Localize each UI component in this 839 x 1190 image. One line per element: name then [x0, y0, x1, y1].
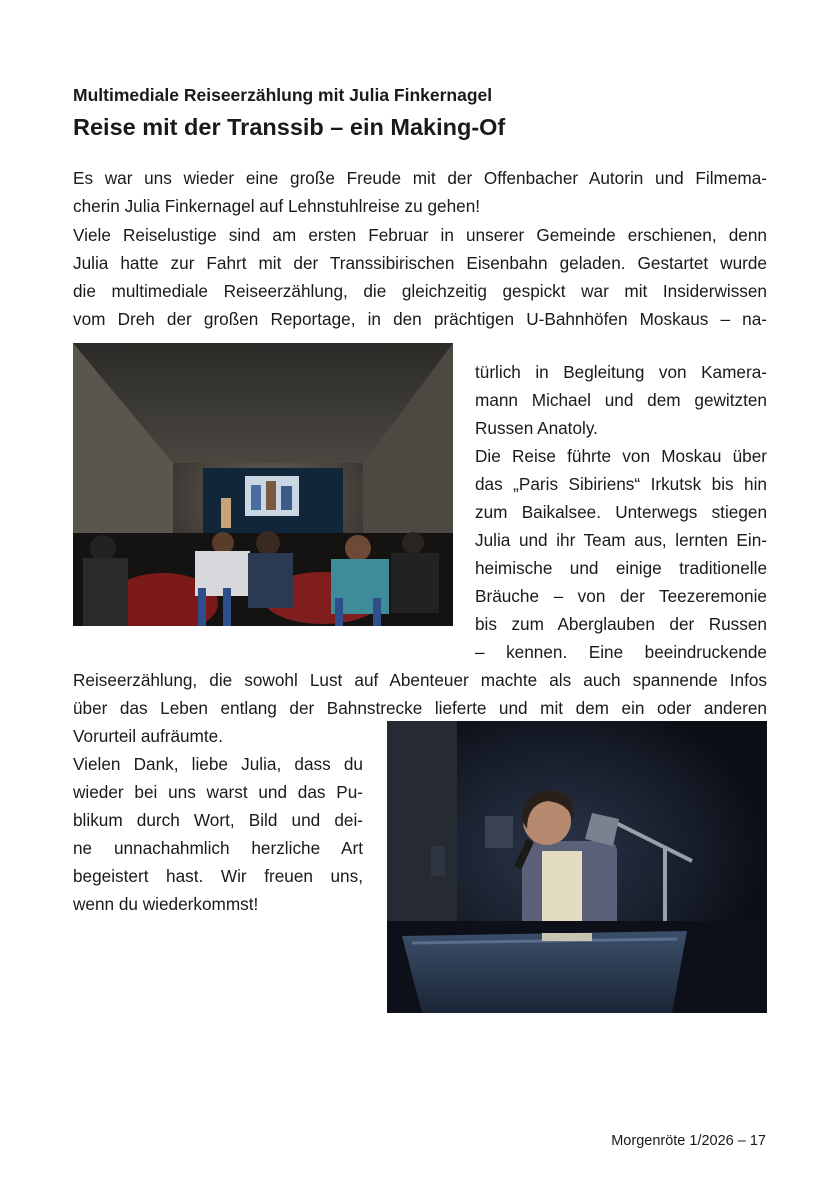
body-line: begeistert hast. Wir freuen uns, — [73, 866, 363, 886]
body-line: das „Paris Sibiriens“ Irkutsk bis hin — [475, 474, 767, 494]
body-line: Julia und ihr Team aus, lernten Ein- — [475, 530, 767, 550]
body-line: Julia hatte zur Fahrt mit der Transsibirischen Eisenbahn geladen. Gestartet wurde — [73, 253, 767, 273]
body-line: Viele Reiselustige sind am ersten Februar in unserer Gemeinde erschienen, denn — [73, 225, 767, 245]
body-line: cherin Julia Finkernagel auf Lehnstuhlreise zu gehen! — [73, 196, 481, 216]
body-line: blikum durch Wort, Bild und dei- — [73, 810, 363, 830]
body-line: zum Baikalsee. Unterwegs stiegen — [475, 502, 767, 522]
body-line: Es war uns wieder eine große Freude mit der Offenbacher Autorin und Filmema- — [73, 168, 767, 188]
article-headline: Reise mit der Transsib – ein Making-Of — [73, 114, 506, 140]
body-line: wieder bei uns warst und das Pu- — [73, 782, 363, 802]
body-line: bis zum Aberglauben der Russen — [475, 614, 767, 634]
body-line: ne unnachahmlich herzliche Art — [73, 838, 363, 858]
body-line: – kennen. Eine beeindruckende — [475, 642, 767, 662]
page-footer: Morgenröte 1/2026 – 17 — [611, 1133, 766, 1149]
body-line: türlich in Begleitung von Kamera- — [475, 362, 767, 382]
body-line: heimische und einige traditionelle — [475, 558, 767, 578]
body-line: die multimediale Reiseerzählung, die gleichzeitig gespickt war mit Insiderwissen — [73, 281, 767, 301]
body-line: Reiseerzählung, die sowohl Lust auf Abenteuer machte als auch spannende Infos — [73, 670, 767, 690]
body-line: Russen Anatoly. — [475, 418, 598, 438]
body-line: Bräuche – von der Teezeremonie — [475, 586, 767, 606]
speaker-photo — [387, 721, 767, 1013]
body-line: mann Michael und dem gewitzten — [475, 390, 767, 410]
body-line: über das Leben entlang der Bahnstrecke lieferte und mit dem ein oder anderen — [73, 698, 767, 718]
body-line: wenn du wiederkommst! — [73, 894, 259, 914]
body-line: Vorurteil aufräumte. — [73, 726, 223, 746]
body-line: vom Dreh der großen Reportage, in den prächtigen U-Bahnhöfen Moskaus – na- — [73, 309, 767, 329]
article-kicker: Multimediale Reiseerzählung mit Julia Finkernagel — [73, 85, 493, 105]
body-line: Die Reise führte von Moskau über — [475, 446, 767, 466]
audience-photo — [73, 343, 453, 626]
body-line: Vielen Dank, liebe Julia, dass du — [73, 754, 363, 774]
